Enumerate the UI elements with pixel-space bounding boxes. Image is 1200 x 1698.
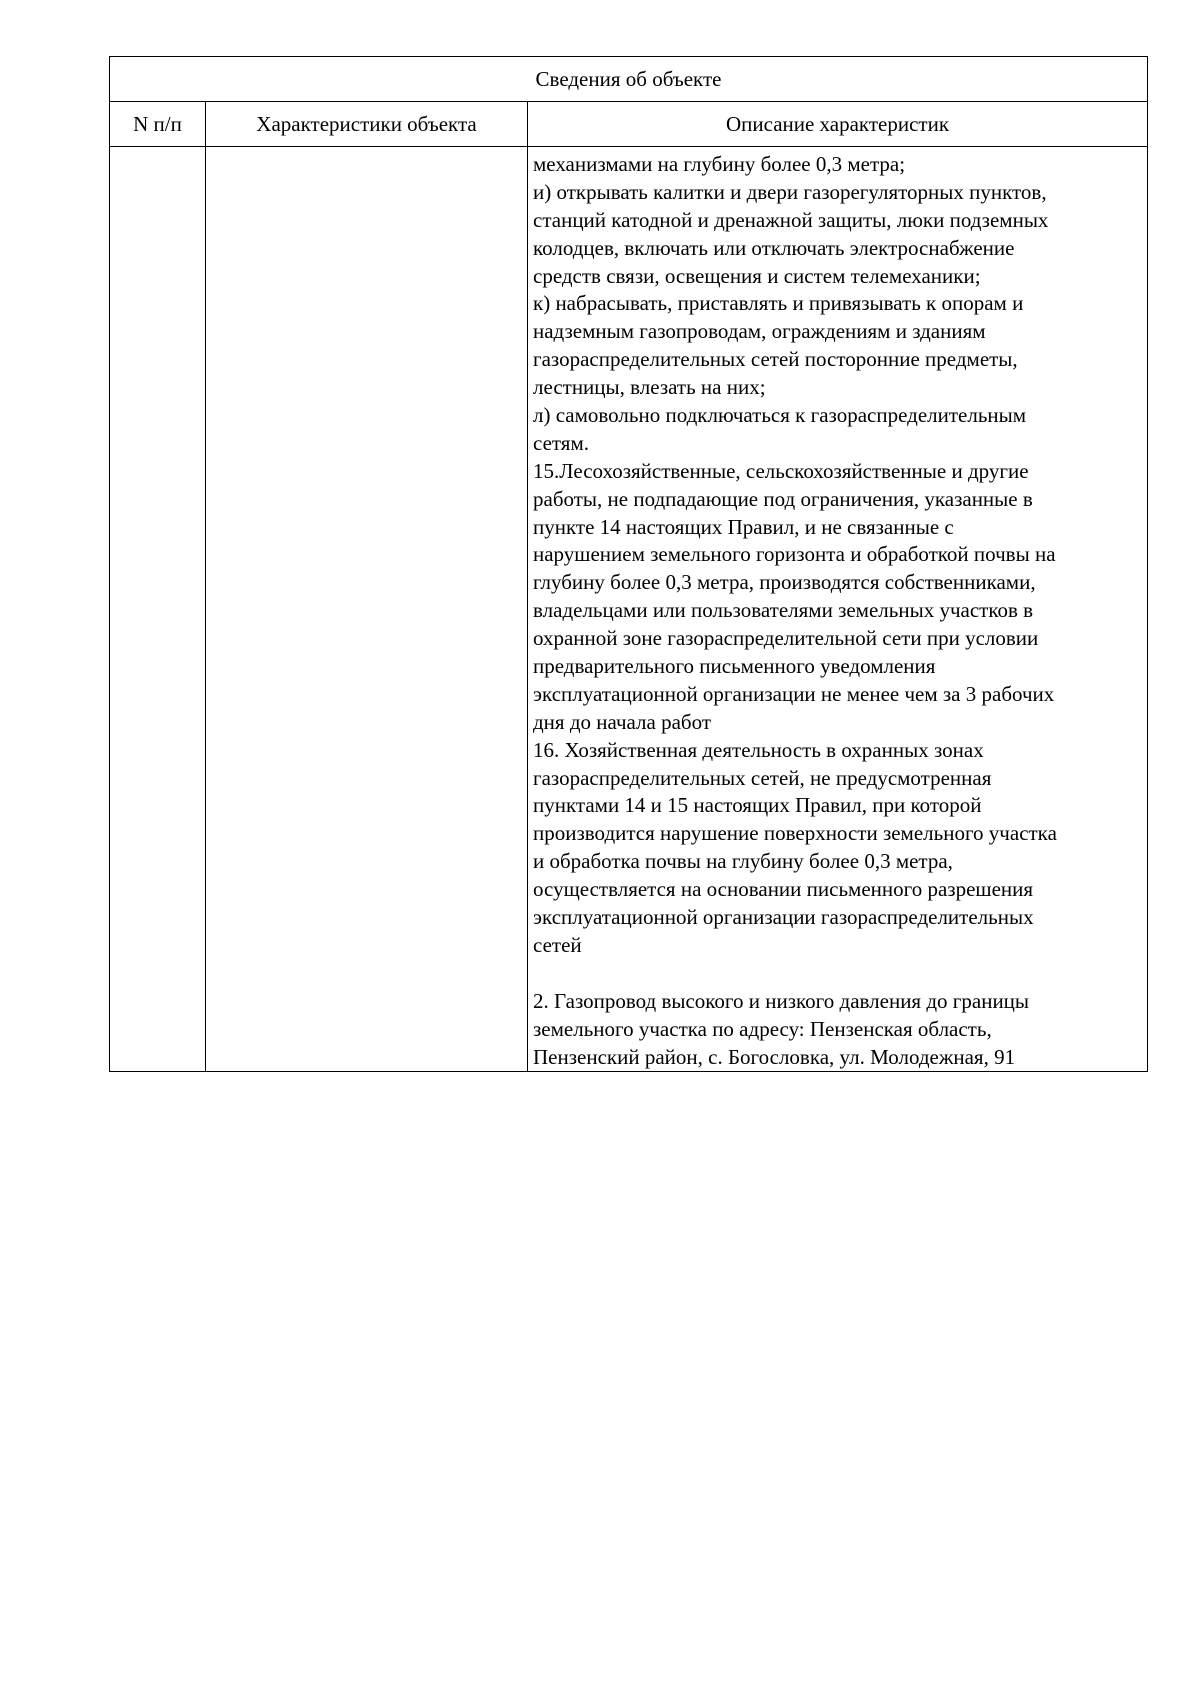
description-line: пунктами 14 и 15 настоящих Правил, при которой xyxy=(533,793,982,818)
description-line: 15.Лесохозяйственные, сельскохозяйственные и другие xyxy=(533,458,1029,483)
description-line: и обработка почвы на глубину более 0,3 метра, xyxy=(533,849,953,874)
description-line: средств связи, освещения и систем телемеханики; xyxy=(533,263,981,288)
description-line: эксплуатационной организации газораспределительных xyxy=(533,905,1034,930)
object-info-table xyxy=(109,56,1148,1072)
description-line: производится нарушение поверхности земельного участка xyxy=(533,821,1057,846)
description-line: Пензенский район, с. Богословка, ул. Молодежная, 91 xyxy=(533,1044,1016,1069)
header-description: Описание характеристик xyxy=(528,102,1148,147)
description-line: нарушением земельного горизонта и обработкой почвы на xyxy=(533,542,1056,567)
cell-characteristics xyxy=(206,147,528,1072)
description-line: дня до начала работ xyxy=(533,709,712,734)
table-row xyxy=(110,147,1148,1072)
description-text xyxy=(528,147,1147,1071)
paragraph-gap xyxy=(533,960,1142,988)
header-characteristics: Характеристики объекта xyxy=(206,102,528,147)
description-line: пункте 14 настоящих Правил, и не связанные с xyxy=(533,514,954,539)
table-title: Сведения об объекте xyxy=(110,57,1148,102)
header-num: N п/п xyxy=(110,102,206,147)
description-line: владельцами или пользователями земельных участков в xyxy=(533,598,1034,623)
description-line: механизмами на глубину более 0,3 метра; xyxy=(533,152,906,176)
description-line: осуществляется на основании письменного разрешения xyxy=(533,877,1034,902)
description-line: и) открывать калитки и двери газорегуляторных пунктов, xyxy=(533,179,1047,204)
description-line: колодцев, включать или отключать электроснабжение xyxy=(533,235,1015,260)
description-line: глубину более 0,3 метра, производятся собственниками, xyxy=(533,570,1036,595)
description-line: лестницы, влезать на них; xyxy=(533,375,766,400)
description-line: предварительного письменного уведомления xyxy=(533,654,936,679)
description-line: станций катодной и дренажной защиты, люки подземных xyxy=(533,207,1049,232)
cell-num xyxy=(110,147,206,1072)
description-line: охранной зоне газораспределительной сети при условии xyxy=(533,626,1039,651)
description-line: земельного участка по адресу: Пензенская область, xyxy=(533,1016,992,1041)
description-line: сетям. xyxy=(533,430,589,455)
description-line: сетей xyxy=(533,932,582,957)
description-line: л) самовольно подключаться к газораспределительным xyxy=(533,403,1027,428)
description-line: 16. Хозяйственная деятельность в охранных зонах xyxy=(533,737,984,762)
description-line: работы, не подпадающие под ограничения, указанные в xyxy=(533,486,1033,511)
description-line: газораспределительных сетей посторонние предметы, xyxy=(533,347,1018,372)
description-line: 2. Газопровод высокого и низкого давления до границы xyxy=(533,988,1030,1013)
table-header-row xyxy=(110,102,1148,147)
description-line: надземным газопроводам, ограждениям и зданиям xyxy=(533,319,986,344)
description-line: эксплуатационной организации не менее чем за 3 рабочих xyxy=(533,681,1055,706)
description-line: газораспределительных сетей, не предусмотренная xyxy=(533,765,992,790)
cell-description xyxy=(528,147,1148,1072)
description-line: к) набрасывать, приставлять и привязывать к опорам и xyxy=(533,291,1024,316)
table-title-row xyxy=(110,57,1148,102)
